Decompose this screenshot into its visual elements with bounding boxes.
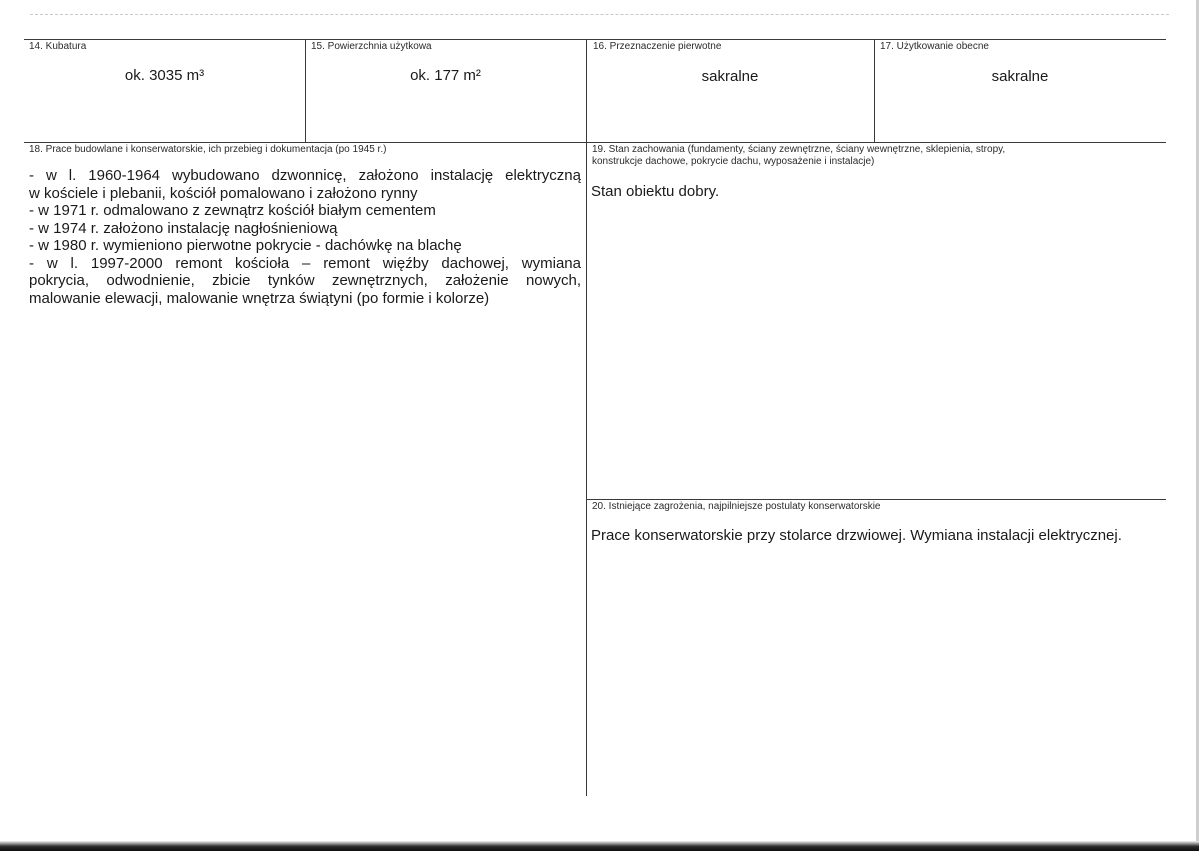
field-16-value: sakralne	[701, 68, 759, 85]
field-17-value: sakralne	[991, 68, 1049, 85]
field-18-line: - w 1971 r. odmalowano z zewnątrz kościół białym cementem	[29, 202, 436, 219]
field-18-label: 18. Prace budowlane i konserwatorskie, ich przebieg i dokumentacja (po 1945 r.)	[29, 144, 387, 155]
col-divider-3	[874, 39, 875, 142]
field-20-label: 20. Istniejące zagrożenia, najpilniejsze postulaty konserwatorskie	[592, 501, 881, 512]
field-19-label-line-1: 19. Stan zachowania (fundamenty, ściany zewnętrzne, ściany wewnętrzne, sklepienia, stropy,	[592, 144, 1006, 155]
field-18-line: w kościele i plebanii, kościół pomalowano i założono rynny	[29, 184, 418, 202]
scan-edge-bottom	[0, 841, 1199, 851]
field-18-line: - w l. 1997-2000 remont kościoła – remont więźby dachowej, wymiana	[29, 254, 581, 272]
field-18-line: - w l. 1960-1964 wybudowano dzwonnicę, założono instalację elektryczną	[29, 167, 581, 184]
field-17-label: 17. Użytkowanie obecne	[880, 41, 989, 52]
row-top-border	[24, 39, 1166, 40]
field-20-value: Prace konserwatorskie przy stolarce drzwiowej. Wymiana instalacji elektrycznej.	[591, 527, 1122, 544]
field-15-value: ok. 177 m²	[410, 67, 481, 84]
field-18-line: - w 1980 r. wymieniono pierwotne pokrycie - dachówkę na blachę	[29, 237, 462, 254]
field-16-label: 16. Przeznaczenie pierwotne	[593, 41, 722, 52]
field-19-label-line-2: konstrukcje dachowe, pokrycie dachu, wyposażenie i instalacje)	[592, 156, 875, 167]
field-14-label: 14. Kubatura	[29, 41, 87, 52]
field-18-text	[29, 167, 581, 307]
field-18-line: pokrycia, odwodnienie, zbicie tynków zewnętrznych, założenie nowych,	[29, 272, 581, 289]
col-divider-1	[305, 39, 306, 142]
section-20-divider	[586, 499, 1166, 500]
col-divider-main	[586, 39, 587, 796]
field-19-value: Stan obiektu dobry.	[591, 183, 720, 200]
field-15-label: 15. Powierzchnia użytkowa	[311, 41, 432, 52]
field-14-value: ok. 3035 m³	[124, 67, 205, 84]
field-18-line: malowanie elewacji, malowanie wnętrza świątyni (po formie i kolorze)	[29, 289, 490, 307]
field-18-line: - w 1974 r. założono instalację nagłośnieniową	[29, 219, 338, 237]
row-divider	[24, 142, 1166, 143]
